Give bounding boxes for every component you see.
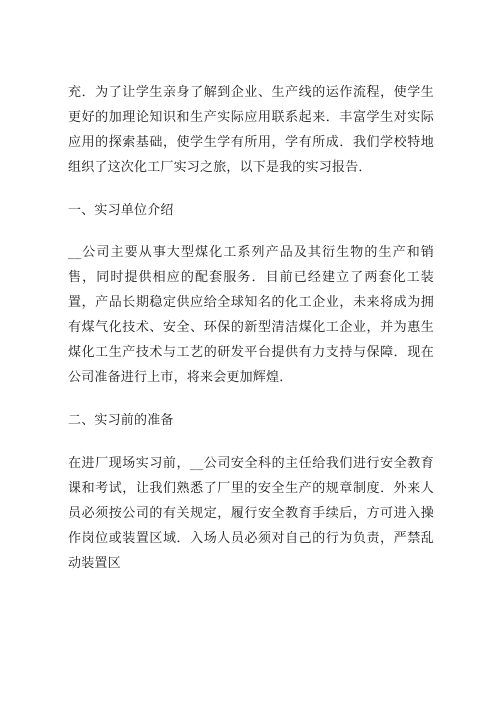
section-heading-preparation: 二、实习前的准备: [68, 413, 174, 428]
company-intro-paragraph: __公司主要从事大型煤化工系列产品及其衍生物的生产和销售，同时提供相应的配套服务．目前已经建立了两套化工装置，产品长期稳定供应给全球知名的化工企业，未来将成为拥有煤气化技术、安全、环保的新型清洁煤化工企业，并为惠生煤化工生产技术与工艺的研发平台提供有力支持与保障．现在公司准备进行上市，将来会更加辉煌．: [68, 245, 434, 385]
document-page: [68, 80, 434, 576]
intro-paragraph: 充．为了让学生亲身了解到企业、生产线的运作流程，使学生更好的加理论知识和生产实际应用联系起来．丰富学生对实际应用的探索基础，使学生学有所用，学有所成．我们学校特地组织了这次化工厂实习之旅，以下是我的实习报告．: [68, 85, 434, 175]
section-heading-company-intro: 一、实习单位介绍: [68, 203, 174, 218]
preparation-paragraph: 在进厂现场实习前，__公司安全科的主任给我们进行安全教育课和考试，让我们熟悉了厂里的安全生产的规章制度．外来人员必须按公司的有关规定，履行安全教育手续后，方可进入操作岗位或装置区域．入场人员必须对自己的行为负责，严禁乱动装置区: [68, 456, 434, 571]
